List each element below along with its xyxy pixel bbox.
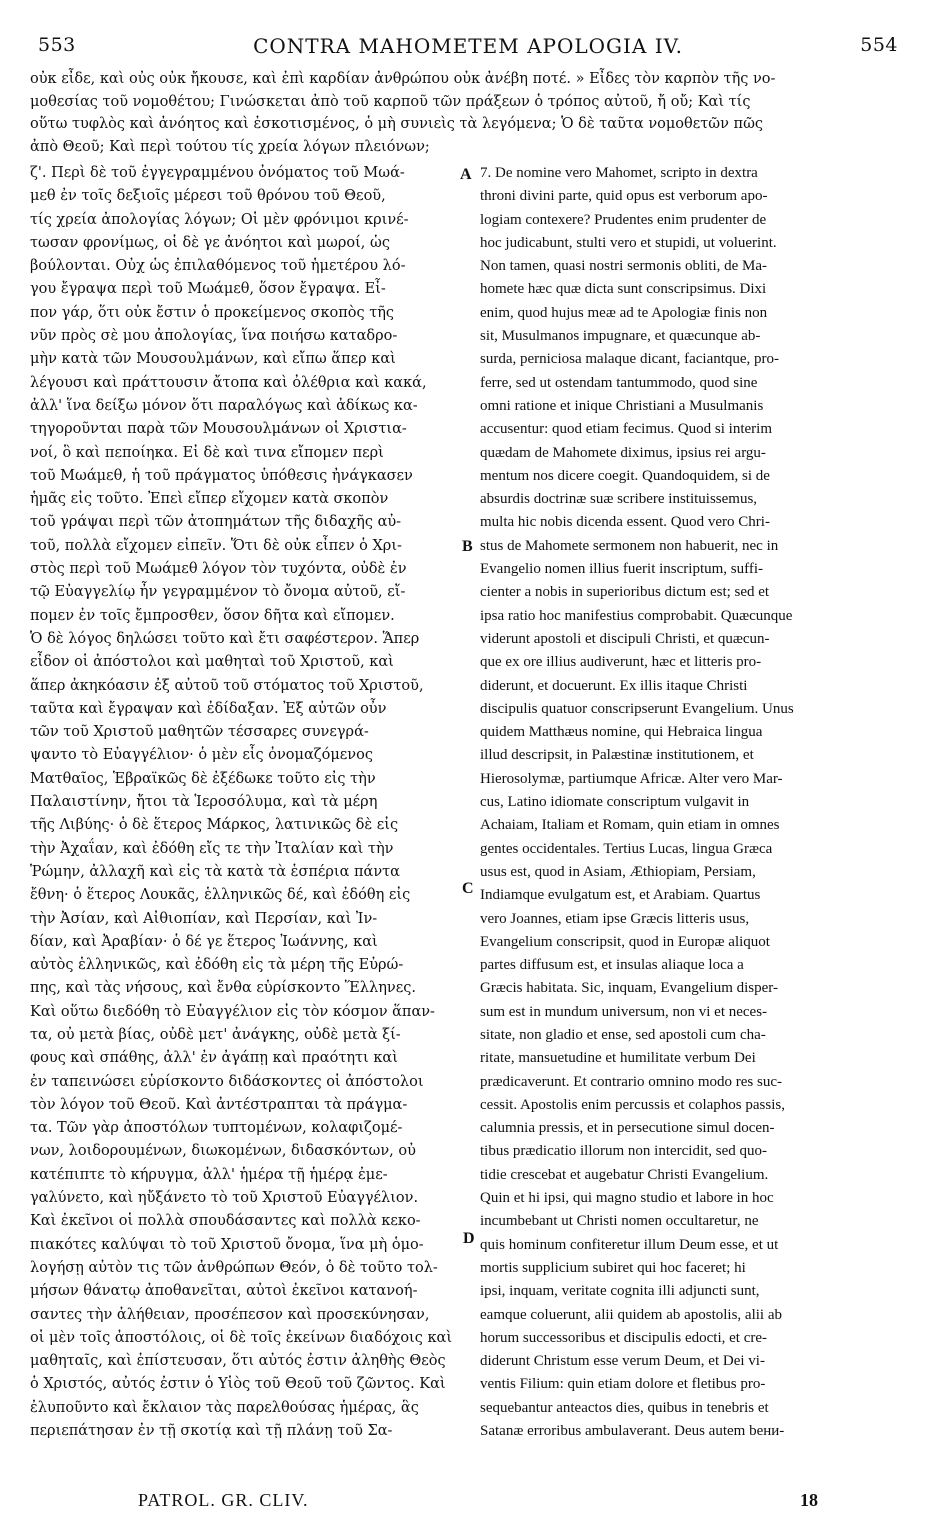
- text-line: illud descripsit, in Palæstinæ institutionem, et: [480, 747, 754, 764]
- margin-marker-c: C: [462, 880, 474, 897]
- text-line: ἔθνη· ὁ ἕτερος Λουκᾶς, ἑλληνικῶς δέ, καὶ ἐδόθη εἰς: [30, 887, 411, 904]
- text-line: Ῥώμην, ἀλλαχῆ καὶ εἰς τὰ κατὰ τὰ ἑσπέρια πάντα: [30, 863, 400, 880]
- text-line: sitate, non gladio et ense, sed apostoli cum cha-: [480, 1026, 766, 1043]
- text-line: Indiamque evulgatum est, et Arabiam. Quartus: [480, 887, 761, 904]
- text-line: ἐλυποῦντο καὶ ἔκλαιον τὰς παρελθούσας ἡμέρας, ἃς: [30, 1399, 419, 1416]
- text-line: τοῦ γράψαι περὶ τῶν ἀτοπημάτων τῆς διδαχῆς αὐ-: [30, 514, 402, 531]
- text-line: κατέπιπτε τὸ κήρυγμα, ἀλλ' ἡμέρα τῇ ἡμέρᾳ ἐμε-: [30, 1166, 388, 1183]
- text-line: diderunt, et docuerunt. Ex illis itaque Christi: [480, 677, 748, 694]
- page-number-right: 554: [860, 34, 898, 56]
- text-line: Evangelio nomen illius fuerit inscriptum, suffi-: [480, 561, 764, 578]
- text-line: τοῦ, πολλὰ εἴχομεν εἰπεῖν. Ὅτι δὲ οὐκ εἶπεν ὁ Χρι-: [30, 537, 402, 554]
- text-line: μήσων θάνατῳ ἀποθανεῖται, αὐτοὶ ἐκεῖνοι κατανοή-: [30, 1283, 418, 1300]
- footer-signature-number: 18: [800, 1490, 818, 1510]
- text-line: οἱ μὲν τοῖς ἀποστόλοις, οἱ δὲ τοῖς ἐκείνων διαδόχοις καὶ: [30, 1329, 453, 1346]
- text-line: λογήσῃ αὐτὸν τις τῶν ἀνθρώπων Θεόν, ὁ δὲ τοῦτο τολ-: [30, 1259, 438, 1276]
- text-line: ipsi, inquam, veritate cognita illi adjuncti sunt,: [480, 1283, 760, 1300]
- text-line: Græcis habitata. Sic, inquam, Evangelium disper-: [480, 980, 778, 997]
- text-line: ἅπερ ἀκηκόασιν ἐξ αὐτοῦ τοῦ στόματος τοῦ Χριστοῦ,: [30, 677, 424, 694]
- text-line: Quin et hi ipsi, qui magno studio et labore in hoc: [480, 1190, 774, 1207]
- text-line: τοῦ Μωάμεθ, ἡ τοῦ πράγματος ὑπόθεσις ἠνάγκασεν: [30, 467, 413, 484]
- text-line: γου ἔγραψα περὶ τοῦ Μωάμεθ, ὅσον ἔγραψα. Εἶ-: [30, 281, 386, 298]
- text-line: στὸς περὶ τοῦ Μωάμεθ λόγον τὸν τυχόντα, οὐδὲ ἐν: [30, 561, 407, 578]
- text-line: diderunt Christum esse verum Deum, et Dei vi-: [480, 1353, 765, 1370]
- text-line: quis hominum confiteretur illum Deum esse, et ut: [480, 1236, 779, 1253]
- text-line: πης, καὶ τὰς νήσους, καὶ ἔνθα εὑρίσκοντο Ἕλληνες.: [30, 980, 416, 997]
- latin-column: [480, 162, 906, 1443]
- text-line: quædam de Mahomete diximus, ipsius rei argu-: [480, 444, 766, 461]
- text-line: νῦν πρὸς σὲ μου ἀπολογίας, ἵνα ποιήσω καταδρο-: [30, 328, 398, 345]
- text-line: τῶν τοῦ Χριστοῦ μαθητῶν τέσσαρες συνεγρά-: [30, 724, 369, 741]
- text-line: ἡμᾶς εἰς τοῦτο. Ἐπεὶ εἴπερ εἴχομεν κατὰ σκοπὸν: [30, 491, 389, 508]
- text-line: μὴν κατὰ τῶν Μουσουλμάνων, καὶ εἴπω ἅπερ καὶ: [30, 351, 396, 368]
- text-line: ἀπὸ Θεοῦ; Καὶ περὶ τούτου τίς χρεία λόγων πλειόνων;: [30, 138, 430, 155]
- text-line: οὐκ εἶδε, καὶ οὐς οὐκ ἤκουσε, καὶ ἐπὶ καρδίαν ἀνθρώπου οὐκ ἀνέβη ποτέ. » Εἶδες τὸν καρπὸν τῆς νο-: [30, 71, 776, 87]
- text-line: prædicaverunt. Et contrario omnino modo res suc-: [480, 1073, 783, 1090]
- text-line: quidem Matthæus nomine, qui Hebraica lingua: [480, 724, 763, 741]
- text-line: τα. Τῶν γὰρ ἀποστόλων τυπτομένων, κολαφιζομέ-: [30, 1120, 403, 1137]
- text-line: νων, λοιδορουμένων, διωκομένων, διδασκόντων, οὐ: [30, 1143, 416, 1160]
- text-line: mentum nos dicere coegit. Quandoquidem, si de: [480, 467, 770, 484]
- running-header: [30, 34, 906, 64]
- text-line: ritate, mansuetudine et humilitate verbum Dei: [480, 1050, 756, 1067]
- margin-marker-d: D: [463, 1230, 475, 1247]
- margin-marker-a: A: [460, 166, 472, 183]
- text-line: Καὶ ἐκεῖνοι οἱ πολλὰ σπουδάσαντες καὶ πολλὰ κεκο-: [30, 1213, 421, 1230]
- text-line: ferre, sed ut ostendam tantummodo, quod sine: [480, 374, 758, 391]
- text-line: τὴν Ἀχαΐαν, καὶ ἐδόθη εἴς τε τὴν Ἰταλίαν καὶ τὴν: [30, 840, 394, 857]
- text-line: ὁ Χριστός, αὐτός ἐστιν ὁ Υἱὸς τοῦ Θεοῦ τοῦ ζῶντος. Καὶ: [30, 1376, 446, 1393]
- text-line: ψαντο τὸ Εὐαγγέλιον· ὁ μὲν εἷς ὀνομαζόμενος: [30, 747, 373, 764]
- text-line: enim, quod hujus meæ ad te Apologiæ finis non: [480, 304, 768, 321]
- text-line: stus de Mahomete sermonem non habuerit, nec in: [480, 537, 779, 554]
- text-line: ipsa ratio hoc manifestius comprobabit. Quæcunque: [480, 607, 793, 624]
- text-line: τὸν λόγον τοῦ Θεοῦ. Καὶ ἀντέστραπται τὰ πράγμα-: [30, 1096, 408, 1113]
- text-line: incumbebant ut Christi nomen occultaretur, ne: [480, 1213, 759, 1230]
- text-line: calumnia pressis, et in persecutione simul docen-: [480, 1120, 775, 1137]
- text-line: πιακότες καλύψαι τὸ τοῦ Χριστοῦ ὄνομα, ἵνα μὴ ὁμο-: [30, 1236, 424, 1253]
- text-line: tibus prædicatio illorum non intercidit, sed quo-: [480, 1143, 768, 1160]
- text-line: throni divini parte, quid opus est verborum apo-: [480, 188, 768, 205]
- text-line: sequebantur anteactos dies, quibus in tenebris et: [480, 1399, 769, 1416]
- page-number-left: 553: [38, 34, 76, 56]
- text-line: σαντες τὴν ἀλήθειαν, προσέπεσον καὶ προσεκύνησαν,: [30, 1306, 430, 1323]
- text-line: accusentur: quod etiam fecimus. Quod si interim: [480, 421, 773, 438]
- margin-marker-b: B: [462, 538, 473, 555]
- text-line: usus est, quod in Asiam, Æthiopiam, Persiam,: [480, 863, 756, 880]
- footer-series-label: PATROL. GR. CLIV.: [138, 1490, 309, 1510]
- text-line: οὕτω τυφλὸς καὶ ἀνόητος καὶ ἐσκοτισμένος, ὁ μὴ συνιεὶς τὰ λεγόμενα; Ὁ δὲ ταῦτα νομοθετῶν πῶς: [30, 116, 764, 132]
- text-line: cienter a nobis in superioribus dictum est; sed et: [480, 584, 770, 601]
- text-line: absurdis doctrinæ suæ scribere instituissemus,: [480, 491, 758, 508]
- text-line: mortis supplicium subiret qui hoc faceret; hi: [480, 1259, 746, 1276]
- text-line: βούλονται. Οὐχ ὡς ἐπιλαθόμενος τοῦ ἡμετέρου λό-: [30, 258, 406, 275]
- greek-column: [30, 162, 458, 1443]
- text-line: multa hic nobis dicenda essent. Quod vero Chri-: [480, 514, 770, 531]
- text-line: μοθεσίας τοῦ νομοθέτου; Γινώσκεται ἀπὸ τοῦ καρποῦ τῶν πράξεων ὁ τρόπος αὐτοῦ, ἤ οὔ; Καὶ τίς: [30, 93, 751, 110]
- text-line: νοί, ὃ καὶ πεποίηκα. Εἰ δὲ καὶ τινα εἴπομεν περὶ: [30, 444, 384, 461]
- text-line: viderunt apostoli et discipuli Christi, et quæcun-: [480, 630, 770, 647]
- text-line: αὐτὸς ἑλληνικῶς, καὶ ἐδόθη εἰς τὰ μέρη τῆς Εὐρώ-: [30, 957, 404, 974]
- text-line: discipulis quatuor conscripserunt Evangelium. Unus: [480, 700, 794, 717]
- text-line: cus, Latino idiomate conscriptum vulgavit in: [480, 794, 750, 811]
- text-line: λέγουσι καὶ πράττουσιν ἄτοπα καὶ ὀλέθρια καὶ κακά,: [30, 374, 427, 391]
- text-line: Καὶ οὕτω διεδόθη τὸ Εὐαγγέλιον εἰς τὸν κόσμον ἅπαν-: [30, 1003, 435, 1020]
- text-line: Ματθαῖος, Ἑβραϊκῶς δὲ ἐξέδωκε τοῦτο εἰς τὴν: [30, 770, 376, 787]
- text-line: ventis Filium: quin etiam dolore et fletibus pro-: [480, 1376, 766, 1393]
- text-line: tidie crescebat et augebatur Christi Evangelium.: [480, 1166, 769, 1183]
- text-line: Non tamen, quasi nostri sermonis obliti, de Ma-: [480, 258, 768, 275]
- text-line: γαλύνετο, καὶ ηὔξάνετο τὸ τοῦ Χριστοῦ Εὐαγγέλιον.: [30, 1190, 419, 1207]
- text-line: φους καὶ σπάθης, ἀλλ' ἐν ἀγάπῃ καὶ πραότητι καὶ: [30, 1050, 398, 1067]
- text-line: omni ratione et inique Christiani a Musulmanis: [480, 397, 764, 414]
- text-line: Hierosolymæ, partiumque Africæ. Alter vero Mar-: [480, 770, 783, 787]
- text-line: πομεν ἐν τοῖς ἔμπροσθεν, ὅσον δῆτα καὶ εἴπομεν.: [30, 607, 395, 624]
- text-line: εἶδον οἱ ἀπόστολοι καὶ μαθηταὶ τοῦ Χριστοῦ, καὶ: [30, 654, 394, 671]
- text-line: ἐν ταπεινώσει εὑρίσκοντο διδάσκοντες οἱ ἀπόστολοι: [30, 1073, 424, 1090]
- text-line: Achaiam, Italiam et Romam, quin etiam in omnes: [480, 817, 780, 834]
- text-line: Παλαιστίνην, ἤτοι τὰ Ἱεροσόλυμα, καὶ τὰ μέρη: [30, 794, 378, 811]
- text-line: μεθ ἐν τοῖς δεξιοῖς μέρεσι τοῦ θρόνου τοῦ Θεοῦ,: [30, 188, 386, 205]
- text-line: τῷ Εὐαγγελίῳ ἦν γεγραμμένον τὸ ὄνομα αὐτοῦ, εἴ-: [30, 584, 406, 601]
- text-line: horum successoribus et discipulis edocti, et cre-: [480, 1329, 768, 1346]
- text-line: surda, perniciosa malaque dicant, faciantque, pro-: [480, 351, 780, 368]
- text-line: cessit. Apostolis enim percussis et colaphos passis,: [480, 1096, 785, 1113]
- text-line: τηγοροῦνται παρὰ τῶν Μουσουλμάνων οἱ Χριστια-: [30, 421, 407, 438]
- text-line: δίαν, καὶ Ἀραβίαν· ὁ δέ γε ἕτερος Ἰωάννης, καὶ: [30, 933, 378, 950]
- text-line: περιεπάτησαν ἐν τῇ σκοτίᾳ καὶ τῇ πλάνῃ τοῦ Σα-: [30, 1423, 393, 1440]
- text-line: Ὁ δὲ λόγος δηλώσει τοῦτο καὶ ἔτι σαφέστερον. Ἅπερ: [30, 630, 420, 647]
- text-line: sit, Musulmanos impugnare, et quæcunque ab-: [480, 328, 761, 345]
- text-line: Satanæ erroribus ambulaverant. Deus autem bени-: [480, 1423, 785, 1440]
- text-line: hoc judicabunt, stulti vero et stupidi, ut voluerint.: [480, 234, 777, 251]
- text-line: vero Joannes, etiam ipse Græcis litteris usus,: [480, 910, 750, 927]
- text-line: ζ'. Περὶ δὲ τοῦ ἐγγεγραμμένου ὀνόματος τοῦ Μωά-: [30, 165, 405, 181]
- text-line: ταῦτα καὶ ἔγραψαν καὶ ἐδίδαξαν. Ἐξ αὐτῶν οὖν: [30, 700, 387, 717]
- greek-continuation-lines: [30, 68, 906, 158]
- text-line: que ex ore illius audiverunt, hæc et litteris pro-: [480, 654, 762, 671]
- text-line: τίς χρεία ἀπολογίας λόγων; Οἱ μὲν φρόνιμοι κρινέ-: [30, 211, 409, 228]
- text-line: homete hæc quæ dicta sunt conscripsimus. Dixi: [480, 281, 767, 298]
- text-line: μαθηταῖς, καὶ ἐπίστευσαν, ὅτι αὐτός ἐστιν ἀληθὴς Θεὸς: [30, 1353, 446, 1370]
- text-line: gentes occidentales. Tertius Lucas, lingua Græca: [480, 840, 773, 857]
- text-line: sum est in mundum universum, non vi et neces-: [480, 1003, 768, 1020]
- text-line: eamque coluerunt, alii quidem ab apostolis, alii ab: [480, 1306, 782, 1323]
- text-line: τῆς Λιβύης· ὁ δὲ ἕτερος Μάρκος, λατινικῶς δὲ εἰς: [30, 817, 399, 834]
- text-line: τὴν Ἀσίαν, καὶ Αἰθιοπίαν, καὶ Περσίαν, καὶ Ἰν-: [30, 910, 378, 927]
- text-line: πον γάρ, ὅτι οὐκ ἔστιν ὁ προκείμενος σκοπὸς τῆς: [30, 304, 395, 321]
- running-title: CONTRA MAHOMETEM APOLOGIA IV.: [253, 34, 683, 58]
- text-line: ἀλλ' ἵνα δείξω μόνον ὅτι παραλόγως καὶ ἀδίκως κα-: [30, 397, 418, 414]
- text-line: τωσαν φρονίμως, οἱ δὲ γε ἀνόητοι καὶ μωροί, ὡς: [30, 234, 390, 251]
- text-line: partes diffusum est, et insulas aliaque loca a: [480, 957, 744, 974]
- text-line: Evangelium conscripsit, quod in Europæ aliquot: [480, 933, 770, 950]
- text-line: τα, οὐ μετὰ βίας, οὐδὲ μετ' ἀνάγκης, οὐδὲ μετὰ ξί-: [30, 1026, 401, 1043]
- text-line: 7. De nomine vero Mahomet, scripto in dextra: [480, 165, 758, 181]
- text-line: logiam contexere? Prudentes enim prudenter de: [480, 211, 767, 228]
